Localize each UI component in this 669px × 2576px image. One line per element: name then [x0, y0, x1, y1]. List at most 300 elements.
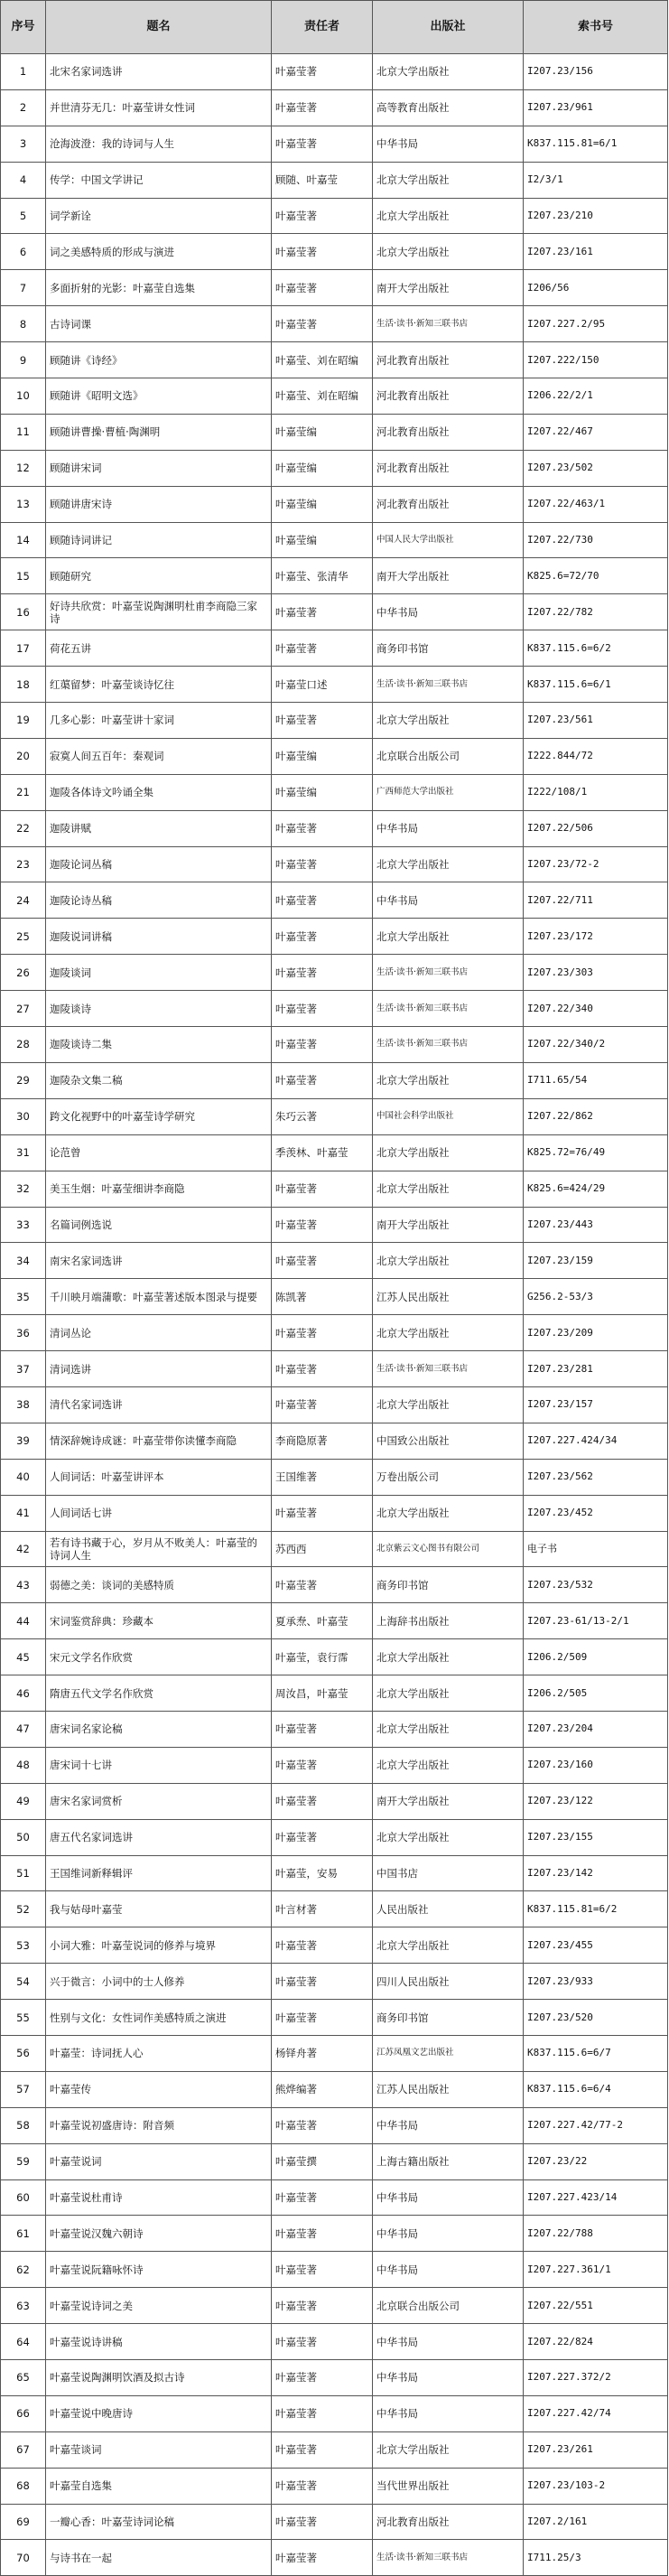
table-row — [1, 738, 668, 774]
cell-no: 43 — [1, 1567, 46, 1603]
cell-title: 迦陵论诗丛稿 — [46, 882, 272, 919]
cell-author: 叶嘉莹著 — [272, 2288, 373, 2324]
cell-author: 叶嘉莹著 — [272, 234, 373, 270]
cell-title: 唐宋词名家论稿 — [46, 1711, 272, 1747]
cell-title: 宋元文学名作欣赏 — [46, 1639, 272, 1675]
cell-title: 我与姑母叶嘉莹 — [46, 1891, 272, 1927]
cell-publisher: 北京大学出版社 — [373, 1062, 524, 1098]
cell-publisher: 生活·读书·新知三联书店 — [373, 955, 524, 991]
cell-author: 叶嘉莹著 — [272, 2504, 373, 2540]
cell-publisher: 北京大学出版社 — [373, 162, 524, 198]
cell-title: 性别与文化：女性词作美感特质之演进 — [46, 2000, 272, 2036]
cell-author: 叶嘉莹、刘在昭编 — [272, 342, 373, 378]
cell-call-number: I207.23/72-2 — [524, 846, 668, 882]
cell-author: 叶嘉莹著 — [272, 2540, 373, 2576]
cell-no: 54 — [1, 1964, 46, 2000]
cell-author: 叶嘉莹著 — [272, 2431, 373, 2468]
cell-publisher: 生活·读书·新知三联书店 — [373, 991, 524, 1027]
table-row — [1, 594, 668, 630]
cell-no: 30 — [1, 1098, 46, 1134]
cell-author: 叶嘉莹著 — [272, 2107, 373, 2143]
cell-no: 9 — [1, 342, 46, 378]
table-row — [1, 703, 668, 739]
cell-title: 叶嘉莹说诗讲稿 — [46, 2324, 272, 2360]
cell-publisher: 中华书局 — [373, 2216, 524, 2252]
table-row — [1, 2288, 668, 2324]
cell-publisher: 生活·读书·新知三联书店 — [373, 1351, 524, 1387]
cell-no: 37 — [1, 1351, 46, 1387]
cell-title: 迦陵讲赋 — [46, 810, 272, 846]
table-row — [1, 162, 668, 198]
table-row — [1, 54, 668, 90]
cell-no: 52 — [1, 1891, 46, 1927]
cell-no: 3 — [1, 126, 46, 162]
table-row — [1, 1171, 668, 1207]
table-row — [1, 1134, 668, 1171]
cell-no: 4 — [1, 162, 46, 198]
cell-author: 李商隐原著 — [272, 1423, 373, 1459]
cell-call-number: I207.227.42/77-2 — [524, 2107, 668, 2143]
cell-publisher: 北京大学出版社 — [373, 1747, 524, 1783]
cell-title: 红蕖留梦：叶嘉莹谈诗忆往 — [46, 667, 272, 703]
cell-no: 29 — [1, 1062, 46, 1098]
cell-call-number: I207.23/281 — [524, 1351, 668, 1387]
table-row — [1, 1747, 668, 1783]
cell-call-number: I711.65/54 — [524, 1062, 668, 1098]
cell-author: 夏承焘、叶嘉莹 — [272, 1603, 373, 1639]
table-row — [1, 630, 668, 667]
cell-publisher: 中华书局 — [373, 2252, 524, 2288]
cell-title: 北宋名家词选讲 — [46, 54, 272, 90]
cell-no: 15 — [1, 558, 46, 594]
cell-author: 叶嘉莹著 — [272, 2252, 373, 2288]
cell-no: 67 — [1, 2431, 46, 2468]
table-row — [1, 810, 668, 846]
cell-call-number: I206.2/505 — [524, 1675, 668, 1712]
cell-no: 26 — [1, 955, 46, 991]
cell-call-number: I207.23/532 — [524, 1567, 668, 1603]
cell-publisher: 生活·读书·新知三联书店 — [373, 306, 524, 342]
cell-no: 63 — [1, 2288, 46, 2324]
cell-author: 叶嘉莹著 — [272, 1315, 373, 1351]
table-row — [1, 522, 668, 558]
cell-call-number: I207.23/161 — [524, 234, 668, 270]
header-publisher: 出版社 — [373, 1, 524, 54]
cell-no: 69 — [1, 2504, 46, 2540]
table-row — [1, 414, 668, 450]
cell-author: 叶嘉莹著 — [272, 1783, 373, 1819]
cell-no: 32 — [1, 1171, 46, 1207]
cell-title: 词学新诠 — [46, 198, 272, 234]
cell-title: 叶嘉莹自选集 — [46, 2468, 272, 2504]
cell-title: 迦陵各体诗文吟诵全集 — [46, 774, 272, 810]
cell-call-number: I222/108/1 — [524, 774, 668, 810]
cell-publisher: 中华书局 — [373, 126, 524, 162]
header-call-number: 索书号 — [524, 1, 668, 54]
cell-call-number: I207.22/340 — [524, 991, 668, 1027]
table-row — [1, 1351, 668, 1387]
cell-author: 朱巧云著 — [272, 1098, 373, 1134]
table-row — [1, 1531, 668, 1567]
cell-publisher: 广西师范大学出版社 — [373, 774, 524, 810]
cell-author: 叶嘉莹著 — [272, 1351, 373, 1387]
cell-title: 多面折射的光影：叶嘉莹自选集 — [46, 270, 272, 306]
cell-no: 20 — [1, 738, 46, 774]
cell-title: 情深辞婉诗成谜：叶嘉莹带你读懂李商隐 — [46, 1423, 272, 1459]
table-row — [1, 1423, 668, 1459]
cell-title: 叶嘉莹说词 — [46, 2143, 272, 2179]
cell-author: 叶嘉莹编 — [272, 738, 373, 774]
table-row — [1, 1964, 668, 2000]
cell-author: 叶嘉莹著 — [272, 1171, 373, 1207]
cell-author: 杨铎舟著 — [272, 2035, 373, 2071]
cell-no: 59 — [1, 2143, 46, 2179]
cell-title: 唐五代名家词选讲 — [46, 1819, 272, 1855]
cell-publisher: 北京大学出版社 — [373, 1386, 524, 1423]
cell-title: 顾随研究 — [46, 558, 272, 594]
cell-title: 论范曾 — [46, 1134, 272, 1171]
table-row — [1, 919, 668, 955]
cell-title: 几多心影：叶嘉莹讲十家词 — [46, 703, 272, 739]
table-row — [1, 1243, 668, 1279]
cell-title: 小词大雅：叶嘉莹说词的修养与境界 — [46, 1927, 272, 1964]
cell-title: 并世清芬无几：叶嘉莹讲女性词 — [46, 89, 272, 126]
cell-no: 21 — [1, 774, 46, 810]
cell-title: 名篇词例选说 — [46, 1207, 272, 1243]
cell-publisher: 北京大学出版社 — [373, 1927, 524, 1964]
cell-no: 51 — [1, 1855, 46, 1891]
cell-no: 31 — [1, 1134, 46, 1171]
cell-publisher: 北京大学出版社 — [373, 1171, 524, 1207]
cell-no: 16 — [1, 594, 46, 630]
table-row — [1, 1603, 668, 1639]
cell-author: 叶嘉莹著 — [272, 1207, 373, 1243]
cell-author: 叶嘉莹，安易 — [272, 1855, 373, 1891]
cell-call-number: I207.2/161 — [524, 2504, 668, 2540]
cell-publisher: 上海辞书出版社 — [373, 1603, 524, 1639]
cell-no: 56 — [1, 2035, 46, 2071]
cell-no: 19 — [1, 703, 46, 739]
cell-no: 41 — [1, 1495, 46, 1531]
cell-author: 苏西西 — [272, 1531, 373, 1567]
cell-call-number: I207.22/824 — [524, 2324, 668, 2360]
cell-call-number: I207.23/209 — [524, 1315, 668, 1351]
cell-no: 8 — [1, 306, 46, 342]
cell-title: 人间词话七讲 — [46, 1495, 272, 1531]
cell-no: 66 — [1, 2395, 46, 2431]
cell-publisher: 商务印书馆 — [373, 1567, 524, 1603]
cell-title: 古诗词课 — [46, 306, 272, 342]
cell-call-number: 电子书 — [524, 1531, 668, 1567]
cell-publisher: 中国致公出版社 — [373, 1423, 524, 1459]
cell-title: 传学：中国文学讲记 — [46, 162, 272, 198]
cell-call-number: K837.115.6=6/4 — [524, 2071, 668, 2107]
cell-title: 隋唐五代文学名作欣赏 — [46, 1675, 272, 1712]
cell-publisher: 万卷出版公司 — [373, 1459, 524, 1495]
cell-publisher: 北京大学出版社 — [373, 234, 524, 270]
cell-author: 叶嘉莹、刘在昭编 — [272, 378, 373, 415]
header-author: 责任者 — [272, 1, 373, 54]
cell-publisher: 北京大学出版社 — [373, 1675, 524, 1712]
header-row — [1, 1, 668, 54]
table-row — [1, 558, 668, 594]
cell-title: 叶嘉莹：诗词抚人心 — [46, 2035, 272, 2071]
cell-no: 7 — [1, 270, 46, 306]
table-row — [1, 2143, 668, 2179]
cell-no: 33 — [1, 1207, 46, 1243]
cell-title: 叶嘉莹说初盛唐诗：附音频 — [46, 2107, 272, 2143]
cell-call-number: I711.25/3 — [524, 2540, 668, 2576]
cell-call-number: I207.23/303 — [524, 955, 668, 991]
cell-no: 44 — [1, 1603, 46, 1639]
table-row — [1, 1495, 668, 1531]
cell-publisher: 生活·读书·新知三联书店 — [373, 1027, 524, 1063]
cell-call-number: K837.115.6=6/1 — [524, 667, 668, 703]
cell-publisher: 北京大学出版社 — [373, 198, 524, 234]
cell-title: 寂寞人间五百年：秦观词 — [46, 738, 272, 774]
cell-publisher: 南开大学出版社 — [373, 1207, 524, 1243]
cell-call-number: I207.22/467 — [524, 414, 668, 450]
cell-title: 一瓣心香：叶嘉莹诗词论稿 — [46, 2504, 272, 2540]
cell-no: 6 — [1, 234, 46, 270]
cell-title: 叶嘉莹谈词 — [46, 2431, 272, 2468]
cell-title: 叶嘉莹说汉魏六朝诗 — [46, 2216, 272, 2252]
cell-author: 叶嘉莹著 — [272, 2000, 373, 2036]
cell-publisher: 北京大学出版社 — [373, 2431, 524, 2468]
cell-no: 35 — [1, 1279, 46, 1315]
cell-call-number: I207.23/157 — [524, 1386, 668, 1423]
cell-no: 57 — [1, 2071, 46, 2107]
cell-title: 词之美感特质的形成与演进 — [46, 234, 272, 270]
table-row — [1, 306, 668, 342]
cell-call-number: I207.227.423/14 — [524, 2179, 668, 2216]
cell-publisher: 北京大学出版社 — [373, 919, 524, 955]
cell-no: 55 — [1, 2000, 46, 2036]
cell-author: 叶嘉莹著 — [272, 2179, 373, 2216]
cell-publisher: 南开大学出版社 — [373, 558, 524, 594]
table-row — [1, 955, 668, 991]
cell-no: 65 — [1, 2360, 46, 2396]
cell-author: 叶嘉莹著 — [272, 1927, 373, 1964]
cell-call-number: I207.227.2/95 — [524, 306, 668, 342]
table-row — [1, 1639, 668, 1675]
cell-title: 叶嘉莹说中晚唐诗 — [46, 2395, 272, 2431]
cell-call-number: K837.115.6=6/7 — [524, 2035, 668, 2071]
cell-call-number: I207.22/551 — [524, 2288, 668, 2324]
cell-author: 叶嘉莹著 — [272, 1243, 373, 1279]
table-row — [1, 1675, 668, 1712]
cell-publisher: 中华书局 — [373, 594, 524, 630]
table-row — [1, 378, 668, 415]
cell-call-number: I207.23/155 — [524, 1819, 668, 1855]
cell-no: 17 — [1, 630, 46, 667]
cell-author: 周汝昌，叶嘉莹 — [272, 1675, 373, 1712]
cell-no: 45 — [1, 1639, 46, 1675]
table-row — [1, 1279, 668, 1315]
table-row — [1, 1207, 668, 1243]
cell-publisher: 河北教育出版社 — [373, 342, 524, 378]
table-row — [1, 2431, 668, 2468]
cell-call-number: I207.23/156 — [524, 54, 668, 90]
cell-no: 1 — [1, 54, 46, 90]
table-row — [1, 2000, 668, 2036]
cell-no: 34 — [1, 1243, 46, 1279]
cell-author: 叶嘉莹著 — [272, 2395, 373, 2431]
cell-no: 50 — [1, 1819, 46, 1855]
table-row — [1, 2540, 668, 2576]
cell-author: 叶嘉莹编 — [272, 486, 373, 522]
cell-call-number: I207.23/204 — [524, 1711, 668, 1747]
cell-publisher: 南开大学出版社 — [373, 270, 524, 306]
cell-call-number: I207.22/862 — [524, 1098, 668, 1134]
table-row — [1, 1819, 668, 1855]
table-row — [1, 2324, 668, 2360]
table-row — [1, 882, 668, 919]
cell-call-number: I207.227.372/2 — [524, 2360, 668, 2396]
cell-no: 60 — [1, 2179, 46, 2216]
cell-no: 23 — [1, 846, 46, 882]
cell-call-number: I207.23/22 — [524, 2143, 668, 2179]
cell-no: 24 — [1, 882, 46, 919]
table-row — [1, 774, 668, 810]
cell-no: 42 — [1, 1531, 46, 1567]
cell-publisher: 北京大学出版社 — [373, 703, 524, 739]
cell-publisher: 商务印书馆 — [373, 630, 524, 667]
table-row — [1, 1855, 668, 1891]
cell-call-number: I207.23/103-2 — [524, 2468, 668, 2504]
cell-no: 48 — [1, 1747, 46, 1783]
cell-author: 叶嘉莹著 — [272, 1747, 373, 1783]
cell-no: 2 — [1, 89, 46, 126]
cell-call-number: K825.6=72/70 — [524, 558, 668, 594]
cell-author: 叶嘉莹著 — [272, 846, 373, 882]
cell-no: 70 — [1, 2540, 46, 2576]
cell-author: 叶嘉莹著 — [272, 630, 373, 667]
table-row — [1, 1098, 668, 1134]
cell-call-number: I207.22/730 — [524, 522, 668, 558]
cell-publisher: 江苏人民出版社 — [373, 1279, 524, 1315]
cell-publisher: 高等教育出版社 — [373, 89, 524, 126]
table-row — [1, 2107, 668, 2143]
cell-author: 叶嘉莹著 — [272, 991, 373, 1027]
cell-call-number: I207.22/463/1 — [524, 486, 668, 522]
cell-publisher: 北京大学出版社 — [373, 1134, 524, 1171]
cell-call-number: I207.227.361/1 — [524, 2252, 668, 2288]
cell-title: 叶嘉莹说陶渊明饮酒及拟古诗 — [46, 2360, 272, 2396]
cell-author: 叶嘉莹著 — [272, 1567, 373, 1603]
cell-no: 40 — [1, 1459, 46, 1495]
cell-author: 叶嘉莹撰 — [272, 2143, 373, 2179]
cell-title: 迦陵论词丛稿 — [46, 846, 272, 882]
table-row — [1, 2395, 668, 2431]
cell-no: 28 — [1, 1027, 46, 1063]
cell-call-number: K837.115.81=6/1 — [524, 126, 668, 162]
cell-call-number: I206.2/509 — [524, 1639, 668, 1675]
table-row — [1, 270, 668, 306]
cell-title: 叶嘉莹说诗词之美 — [46, 2288, 272, 2324]
cell-title: 荷花五讲 — [46, 630, 272, 667]
cell-author: 季羡林、叶嘉莹 — [272, 1134, 373, 1171]
header-title: 题名 — [46, 1, 272, 54]
cell-publisher: 北京联合出版公司 — [373, 738, 524, 774]
cell-publisher: 北京大学出版社 — [373, 1495, 524, 1531]
table-row — [1, 2504, 668, 2540]
cell-author: 叶嘉莹编 — [272, 450, 373, 486]
cell-title: 叶嘉莹说杜甫诗 — [46, 2179, 272, 2216]
cell-author: 叶嘉莹著 — [272, 594, 373, 630]
cell-title: 唐宋名家词赏析 — [46, 1783, 272, 1819]
cell-no: 68 — [1, 2468, 46, 2504]
table-row — [1, 126, 668, 162]
cell-title: 沧海波澄：我的诗词与人生 — [46, 126, 272, 162]
cell-call-number: I207.22/340/2 — [524, 1027, 668, 1063]
cell-title: 迦陵谈词 — [46, 955, 272, 991]
cell-no: 18 — [1, 667, 46, 703]
cell-title: 若有诗书藏于心，岁月从不败美人：叶嘉莹的诗词人生 — [46, 1531, 272, 1567]
cell-title: 跨文化视野中的叶嘉莹诗学研究 — [46, 1098, 272, 1134]
cell-no: 36 — [1, 1315, 46, 1351]
cell-publisher: 中华书局 — [373, 810, 524, 846]
cell-author: 叶嘉莹著 — [272, 2468, 373, 2504]
cell-no: 27 — [1, 991, 46, 1027]
cell-no: 39 — [1, 1423, 46, 1459]
cell-call-number: I207.222/150 — [524, 342, 668, 378]
cell-call-number: I207.23/142 — [524, 1855, 668, 1891]
cell-call-number: I207.23/159 — [524, 1243, 668, 1279]
table-row — [1, 667, 668, 703]
cell-title: 顾随讲《诗经》 — [46, 342, 272, 378]
cell-title: 叶嘉莹说阮籍咏怀诗 — [46, 2252, 272, 2288]
cell-no: 5 — [1, 198, 46, 234]
cell-publisher: 北京大学出版社 — [373, 1315, 524, 1351]
cell-no: 53 — [1, 1927, 46, 1964]
cell-call-number: G256.2-53/3 — [524, 1279, 668, 1315]
cell-title: 清代名家词选讲 — [46, 1386, 272, 1423]
cell-author: 叶嘉莹著 — [272, 810, 373, 846]
cell-publisher: 河北教育出版社 — [373, 2504, 524, 2540]
cell-no: 13 — [1, 486, 46, 522]
cell-author: 叶嘉莹著 — [272, 1964, 373, 2000]
cell-publisher: 北京联合出版公司 — [373, 2288, 524, 2324]
cell-call-number: I207.23/502 — [524, 450, 668, 486]
cell-author: 叶嘉莹著 — [272, 198, 373, 234]
cell-author: 陈凯著 — [272, 1279, 373, 1315]
cell-title: 兴于微言：小词中的士人修养 — [46, 1964, 272, 2000]
cell-author: 叶嘉莹著 — [272, 882, 373, 919]
table-row — [1, 234, 668, 270]
cell-author: 王国维著 — [272, 1459, 373, 1495]
cell-title: 迦陵谈诗二集 — [46, 1027, 272, 1063]
cell-publisher: 生活·读书·新知三联书店 — [373, 2540, 524, 2576]
cell-title: 清词丛论 — [46, 1315, 272, 1351]
cell-publisher: 南开大学出版社 — [373, 1783, 524, 1819]
cell-title: 顾随诗词讲记 — [46, 522, 272, 558]
cell-call-number: I207.23/455 — [524, 1927, 668, 1964]
cell-publisher: 中国社会科学出版社 — [373, 1098, 524, 1134]
cell-publisher: 中华书局 — [373, 2395, 524, 2431]
table-row — [1, 342, 668, 378]
cell-call-number: I222.844/72 — [524, 738, 668, 774]
cell-no: 47 — [1, 1711, 46, 1747]
table-header — [1, 1, 668, 54]
cell-title: 顾随讲曹操·曹植·陶渊明 — [46, 414, 272, 450]
cell-call-number: I207.23/443 — [524, 1207, 668, 1243]
table-row — [1, 2071, 668, 2107]
cell-call-number: I207.23/122 — [524, 1783, 668, 1819]
cell-title: 唐宋词十七讲 — [46, 1747, 272, 1783]
cell-call-number: I207.23/210 — [524, 198, 668, 234]
cell-author: 叶嘉莹著 — [272, 1495, 373, 1531]
